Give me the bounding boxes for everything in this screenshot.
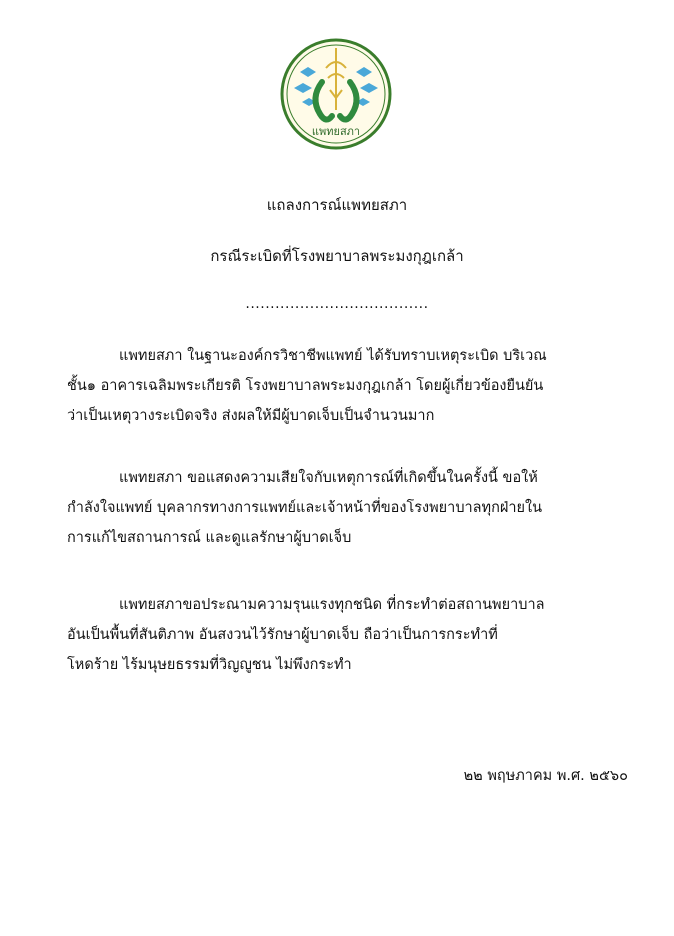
paragraph-line: อันเป็นพื้นที่สันติภาพ อันสงวนไว้รักษาผู้บาดเจ็บ ถือว่าเป็นการกระทำที่ xyxy=(67,627,498,643)
logo-text: แพทยสภา xyxy=(311,125,361,138)
paragraph-line: ชั้น๑ อาคารเฉลิมพระเกียรติ โรงพยาบาลพระมงกุฎเกล้า โดยผู้เกี่ยวข้องยืนยัน xyxy=(67,378,544,394)
paragraph-line: แพทยสภา ในฐานะองค์กรวิชาชีพแพทย์ ได้รับทราบเหตุระเบิด บริเวณ xyxy=(119,348,547,364)
separator-dots: ..................................... xyxy=(245,296,429,312)
document-title: แถลงการณ์แพทยสภา xyxy=(266,196,408,214)
document-subtitle: กรณีระเบิดที่โรงพยาบาลพระมงกุฎเกล้า xyxy=(210,247,464,265)
document-date: ๒๒ พฤษภาคม พ.ศ. ๒๕๖๐ xyxy=(463,768,628,784)
paragraph-line: ว่าเป็นเหตุวางระเบิดจริง ส่งผลให้มีผู้บาดเจ็บเป็นจำนวนมาก xyxy=(67,408,435,424)
paragraph-line: แพทยสภาขอประณามความรุนแรงทุกชนิด ที่กระทำต่อสถานพยาบาล xyxy=(119,597,545,613)
paragraph-line: กำลังใจแพทย์ บุคลากรทางการแพทย์และเจ้าหน้าที่ของโรงพยาบาลทุกฝ่ายใน xyxy=(67,500,543,516)
paragraph-2 xyxy=(67,463,627,553)
paragraph-line: โหดร้าย ไร้มนุษยธรรมที่วิญญูชน ไม่พึงกระทำ xyxy=(67,657,352,673)
medical-council-logo xyxy=(280,38,392,150)
paragraph-1 xyxy=(67,341,627,431)
paragraph-line: แพทยสภา ขอแสดงความเสียใจกับเหตุการณ์ที่เกิดขึ้นในครั้งนี้ ขอให้ xyxy=(119,470,538,486)
paragraph-line: การแก้ไขสถานการณ์ และดูแลรักษาผู้บาดเจ็บ xyxy=(67,530,352,546)
paragraph-3 xyxy=(67,590,627,680)
